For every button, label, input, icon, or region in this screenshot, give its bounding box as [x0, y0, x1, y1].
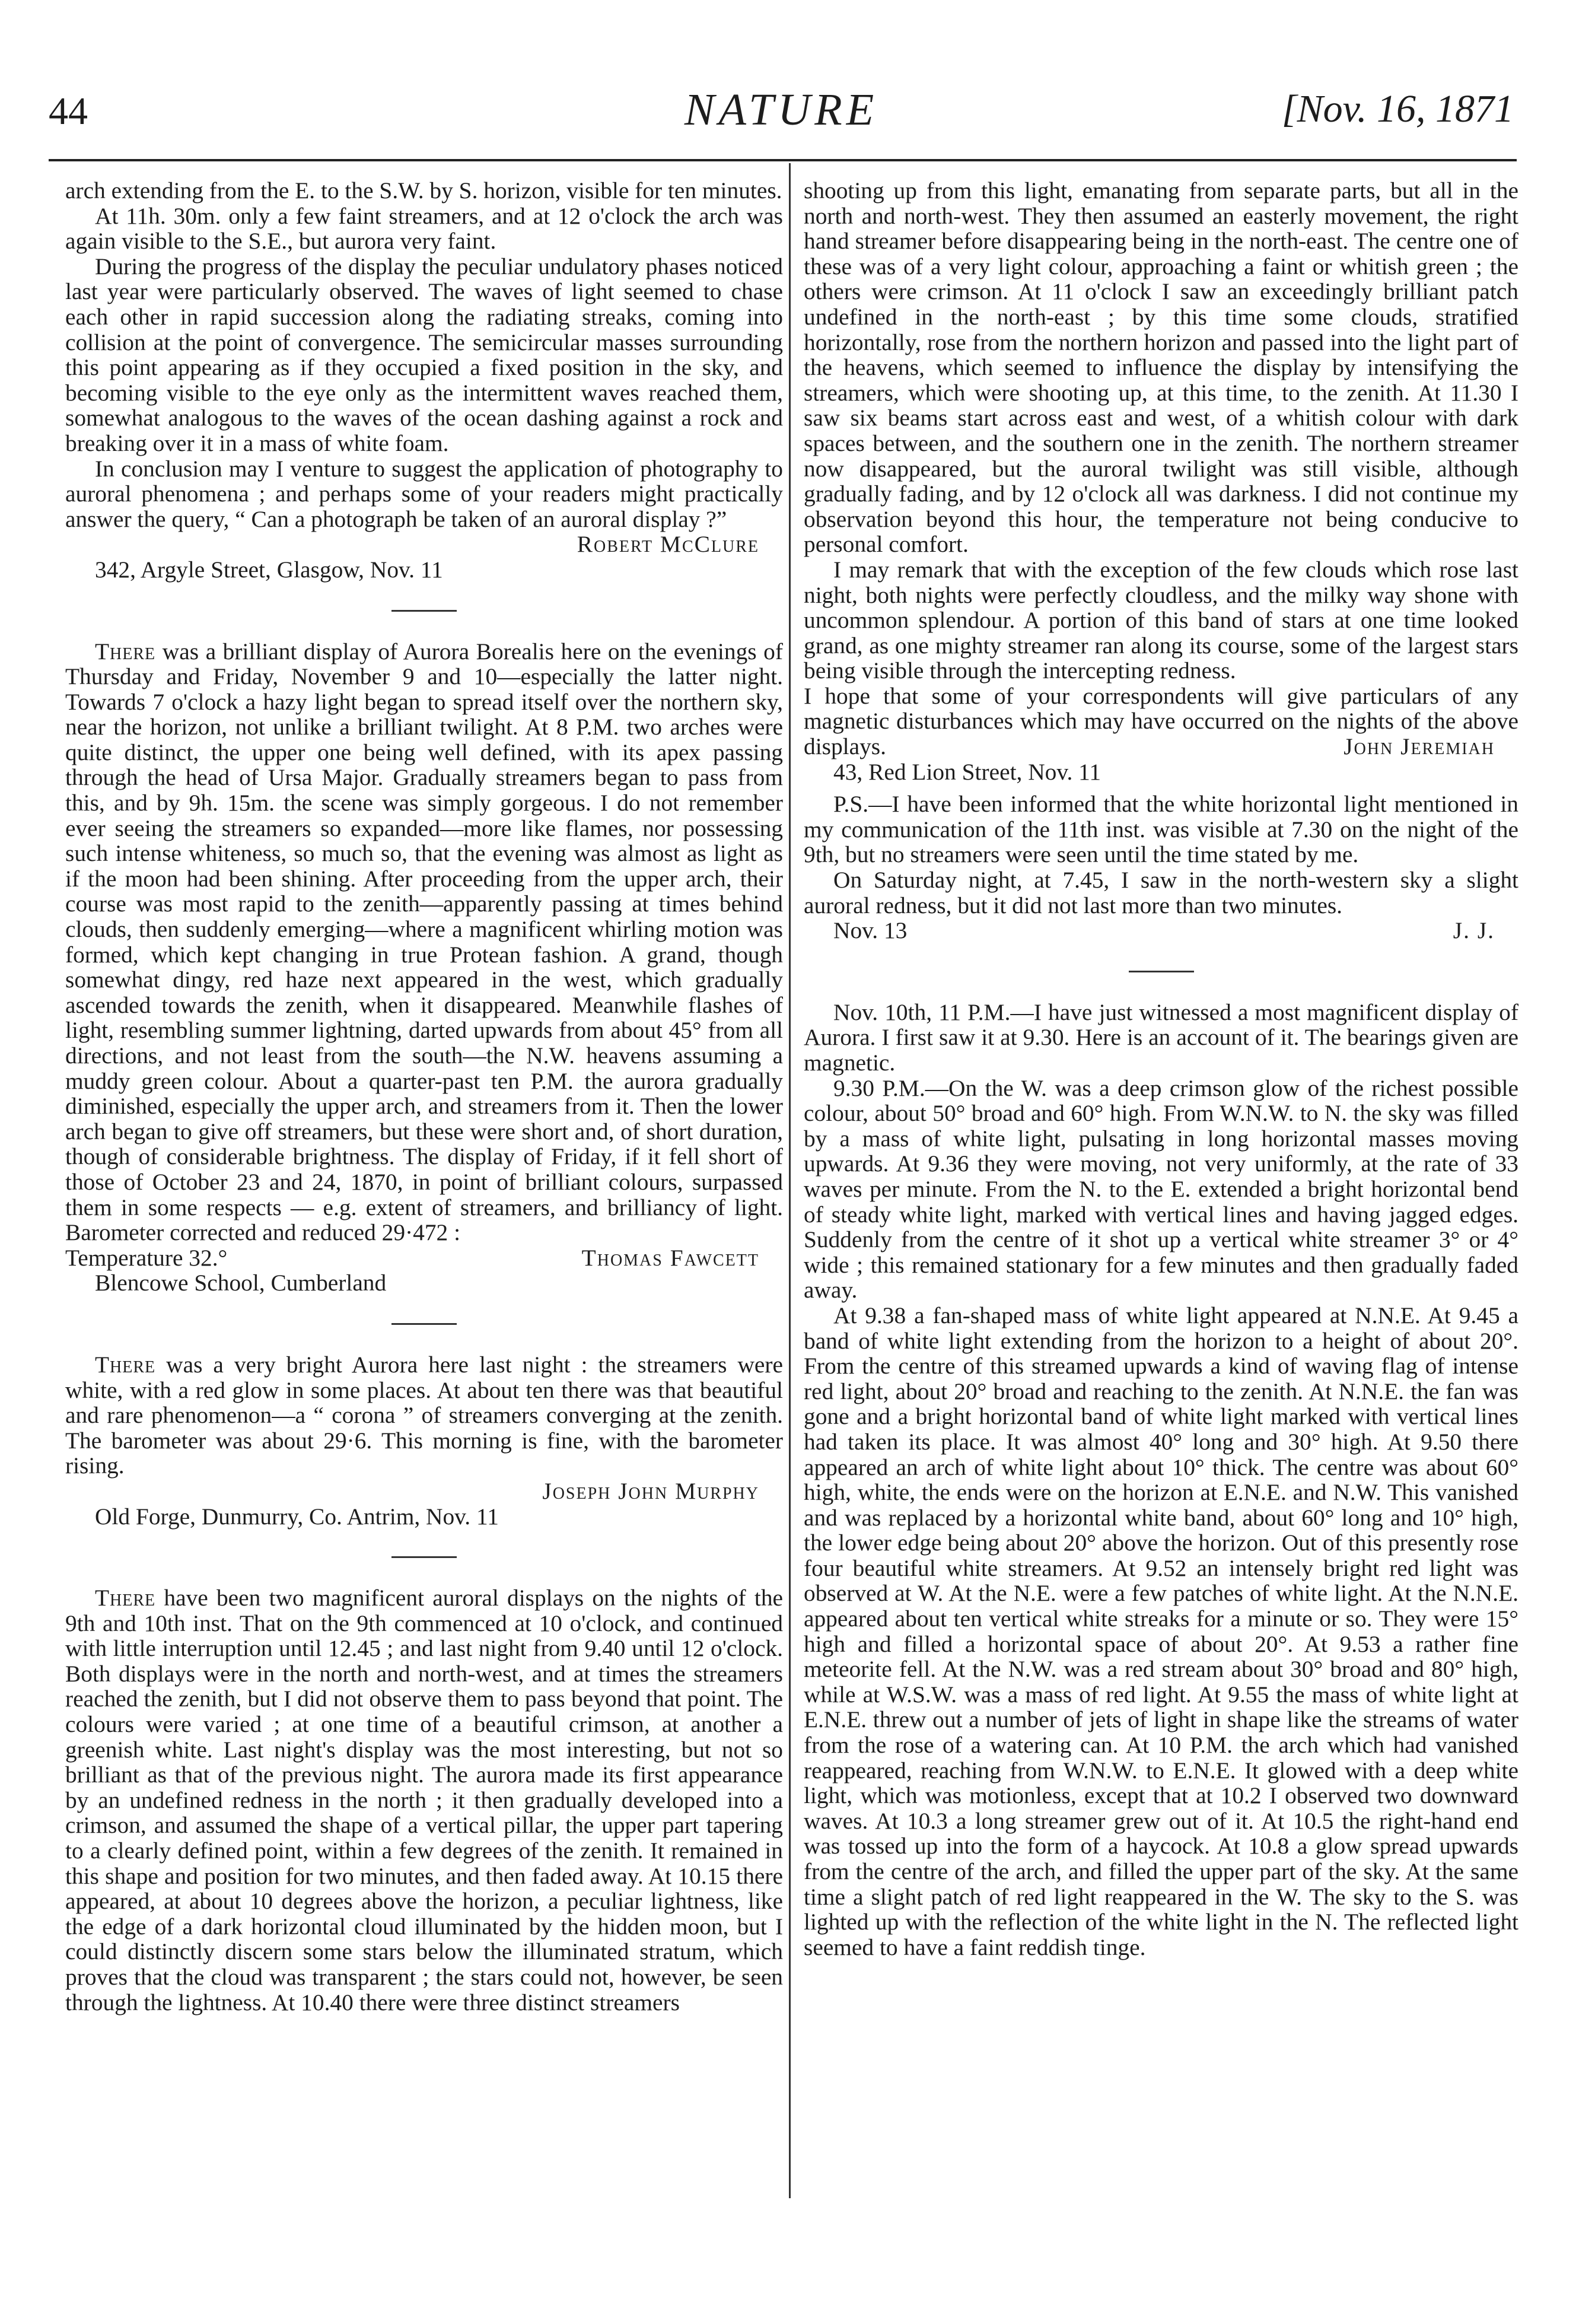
header-rule	[49, 159, 1517, 161]
letter-paragraph: At 11h. 30m. only a few faint streamers, and at 12 o'clock the arch was again visible to the S.E., but aurora very faint.	[65, 202, 783, 255]
letter-date: Nov. 13	[833, 917, 908, 944]
lead-word: There	[95, 1351, 156, 1378]
paragraph-text: was a brilliant display of Aurora Borealis here on the evenings of Thursday and Friday, November 9 and 10—especially the latter night. Towards 7 o'clock a hazy light began to spread itself over the northern sky, near the horizon, not unlike a brilliant twilight. At 8 P.M. two arches were quite distinct, the upper one being well defined, with its apex passing through the head of Ursa Major. Gradually streamers began to pass from this, and by 9h. 15m. the scene was simply gorgeous. I do not remember ever seeing the streamers so expanded—more like flames, nor possessing such intense whiteness, so much so, that the evening was almost as light as if the moon had been shining. After proceeding from the upper arch, their course was most rapid to the zenith—apparently passing at times behind clouds, then suddenly emerging—where a magnificent whirling motion was formed, which kept changing in true Protean fashion. A grand, though somewhat dingy, red haze next appeared in the west, which gradually ascended towards the zenith, when it disappeared. Meanwhile flashes of light, resembling summer lightning, darted upwards from about 45° from all directions, and not least from the south—the N.W. heavens assuming a muddy green colour. About a quarter-past ten P.M. the aurora gradually diminished, especially the upper arch, and streamers from it. Then the lower arch began to give off streamers, but these were short and, of short duration, though of considerable brightness. The display of Friday, if it fell short of those of October 23 and 24, 1870, in point of brilliant colours, surpassed them in some respects — e.g. extent of streamers, and brilliancy of light. Barometer corrected and reduced 29·472 :	[65, 638, 783, 1246]
signature: Joseph John Murphy	[542, 1477, 759, 1504]
letter-paragraph	[65, 1585, 783, 2015]
column-divider	[789, 163, 791, 2198]
signature: Thomas Fawcett	[581, 1244, 759, 1271]
page-header	[49, 85, 1514, 142]
letter-paragraph: In conclusion may I venture to suggest the application of photography to auroral phenomena ; and perhaps some of your readers might practically answer the query, “ Can a photograph be taken of an auroral display ?”	[65, 455, 783, 532]
letter-paragraph: During the progress of the display the peculiar undulatory phases noticed last year were particularly observed. The waves of light seemed to chase each other in rapid succession along the radiating streaks, coming into collision at the point of convergence. The semicircular masses surrounding this point appearing as if they occupied a fixed position in the sky, and becoming visible to the eye only as the intermittent waves reached them, somewhat analogous to the waves of the ocean dashing against a rock and breaking over it in a mass of white foam.	[65, 253, 783, 456]
address: 43, Red Lion Street, Nov. 11	[833, 758, 1101, 785]
letter-paragraph	[65, 1352, 783, 1479]
letter-paragraph	[804, 683, 1518, 759]
letter-paragraph: On Saturday night, at 7.45, I saw in the north-western sky a slight auroral redness, but it did not last more than two minutes.	[804, 867, 1518, 918]
date-line	[804, 918, 1518, 943]
signature: John Jeremiah	[1344, 733, 1495, 760]
signature-line	[65, 1245, 783, 1271]
initials: J. J.	[1453, 917, 1495, 944]
address: Old Forge, Dunmurry, Co. Antrim, Nov. 11	[95, 1503, 499, 1530]
paragraph-text: was a very bright Aurora here last night : the streamers were white, with a red glow in some places. At about ten there was that beautiful and rare phenomenon—a “ corona ” of streamers converging at the zenith. The barometer was about 29·6. This morning is fine, with the barometer rising.	[65, 1351, 783, 1479]
signature: Robert McClure	[577, 531, 759, 558]
page-date: [Nov. 16, 1871	[1281, 87, 1514, 131]
section-rule	[391, 1556, 457, 1558]
address: 342, Argyle Street, Glasgow, Nov. 11	[95, 556, 443, 583]
paragraph-text: I hope that some of your correspondents will give particulars of any magnetic disturbances which may have occurred on the nights of the above displays.	[804, 682, 1518, 760]
letter-paragraph: shooting up from this light, emanating from separate parts, but all in the north and north-west. They then assumed an easterly movement, the right hand streamer before disappearing being in the north-east. The centre one of these was of a very light colour, approaching a faint or whitish green ; the others were crimson. At 11 o'clock I saw an exceedingly brilliant patch undefined in the north-east ; by this time some clouds, stratified horizontally, rose from the northern horizon and passed into the light part of the heavens, which seemed to influence the display by intensifying the streamers, which were shooting up, at this time, to the zenith. At 11.30 I saw six beams start across east and west, of a whitish colour with dark spaces between, and the southern one in the zenith. The northern streamer now disappeared, but the auroral twilight was still visible, although gradually fading, and by 12 o'clock all was darkness. I did not continue my observation beyond this hour, the temperature not being conducive to personal comfort.	[804, 177, 1518, 558]
letter-paragraph	[65, 639, 783, 1245]
page-number: 44	[49, 90, 88, 133]
letter-paragraph: Nov. 10th, 11 P.M.—I have just witnessed a most magnificent display of Aurora. I first saw it at 9.30. Here is an account of it. The bearings given are magnetic.	[804, 999, 1518, 1076]
paragraph-text: have been two magnificent auroral displays on the nights of the 9th and 10th inst. That on the 9th commenced at 10 o'clock, and continued with little interruption until 12.45 ; and last night from 9.40 until 12 o'clock. Both displays were in the north and north-west, and at times the streamers reached the zenith, but I did not observe them to pass beyond that point. The colours were varied ; at one time of a beautiful crimson, at another a greenish white. Last night's display was the most interesting, but not so brilliant as that of the previous night. The aurora made its first appearance by an undefined redness in the north ; it then gradually developed into a crimson, and assumed the shape of a vertical pillar, the upper part tapering to a clearly defined point, within a few degrees of the zenith. It remained in this shape and position for two minutes, and then faded away. At 10.15 there appeared, at about 10 degrees above the horizon, a peculiar lightness, like the edge of a dark horizontal cloud illuminated by the hidden moon, but I could distinctly discern some stars below the illuminated stratum, which proves that the cloud was transparent ; the stars could not, however, be seen through the lightness. At 10.40 there were three distinct streamers	[65, 1585, 783, 2015]
right-column	[804, 178, 1518, 1960]
temperature: Temperature 32.°	[65, 1244, 228, 1271]
lead-word: There	[95, 1585, 156, 1611]
journal-title: NATURE	[684, 85, 878, 135]
left-column	[65, 178, 783, 2015]
address: Blencowe School, Cumberland	[95, 1270, 387, 1296]
letter-paragraph: At 9.38 a fan-shaped mass of white light appeared at N.N.E. At 9.45 a band of white light extending from the horizon to a height of about 20°. From the centre of this streamed upwards a kind of waving flag of intense red light, about 20° broad and reaching to the zenith. At N.N.E. the fan was gone and a bright horizontal band of white light marked with vertical lines had taken its place. It was almost 40° long and 30° high. At 9.50 there appeared an arch of white light about 10° thick. The centre was about 60° high, white, the ends were on the horizon at E.N.E. and N.W. This vanished and was replaced by a horizontal white band, about 60° long and 10° high, the lower edge being about 20° above the horizon. Out of this presently rose four beautiful white streamers. At 9.52 an intensely bright red light was observed at W. At the N.E. were a few patches of white light. At the N.N.E. appeared about ten vertical white streaks for a minute or so. They were 15° high and filled a horizontal space of about 20°. At 9.53 a rather fine meteorite fell. At the N.W. was a red stream about 30° broad and 80° high, while at W.S.W. was a mass of red light. At 9.55 the mass of white light at E.N.E. threw out a number of jets of light in shape like the streams of water from the rose of a watering can. At 10 P.M. the arch which had vanished reappeared, reaching from W.N.W. to E.N.E. It glowed with a deep white light, which was motionless, except that at 10.2 I observed two downward waves. At 10.3 a long streamer grew out of it. At 10.5 the right-hand end was tossed up into the form of a haycock. At 10.8 a glow spread upwards from the centre of the arch, and filled the upper part of the sky. At the same time a slight patch of red light reappeared in the W. The sky to the S. was lighted up with the reflection of the white light in the N. The reflected light seemed to have a faint reddish tinge.	[804, 1302, 1518, 1960]
letter-paragraph: arch extending from the E. to the S.W. by S. horizon, visible for ten minutes.	[65, 177, 782, 204]
letter-paragraph: 9.30 P.M.—On the W. was a deep crimson glow of the richest possible colour, about 50° broad and 60° high. From W.N.W. to N. the sky was filled by a mass of white light, pulsating in long horizontal masses moving upwards. At 9.36 they were moving, not very uniformly, at the rate of 33 waves per minute. From the N. to the E. extended a bright horizontal bend of steady white light, marked with vertical lines and having jagged edges. Suddenly from the centre of it shot up a vertical white streamer 3° or 4° wide ; this remained stationary for a few minutes and then gradually faded away.	[804, 1074, 1518, 1304]
lead-word: There	[95, 638, 156, 665]
letter-paragraph: I may remark that with the exception of the few clouds which rose last night, both nights were perfectly cloudless, and the milky way shone with uncommon splendour. A portion of this band of stars at one time looked grand, as one mighty streamer ran along its course, some of the largest stars being visible through the intercepting redness.	[804, 556, 1518, 684]
postscript: P.S.—I have been informed that the white horizontal light mentioned in my communication of the 11th inst. was visible at 7.30 on the night of the 9th, but no streamers were seen until the time stated by me.	[804, 791, 1518, 868]
section-rule	[391, 1323, 457, 1325]
section-rule	[391, 610, 457, 612]
section-rule	[1129, 971, 1194, 972]
